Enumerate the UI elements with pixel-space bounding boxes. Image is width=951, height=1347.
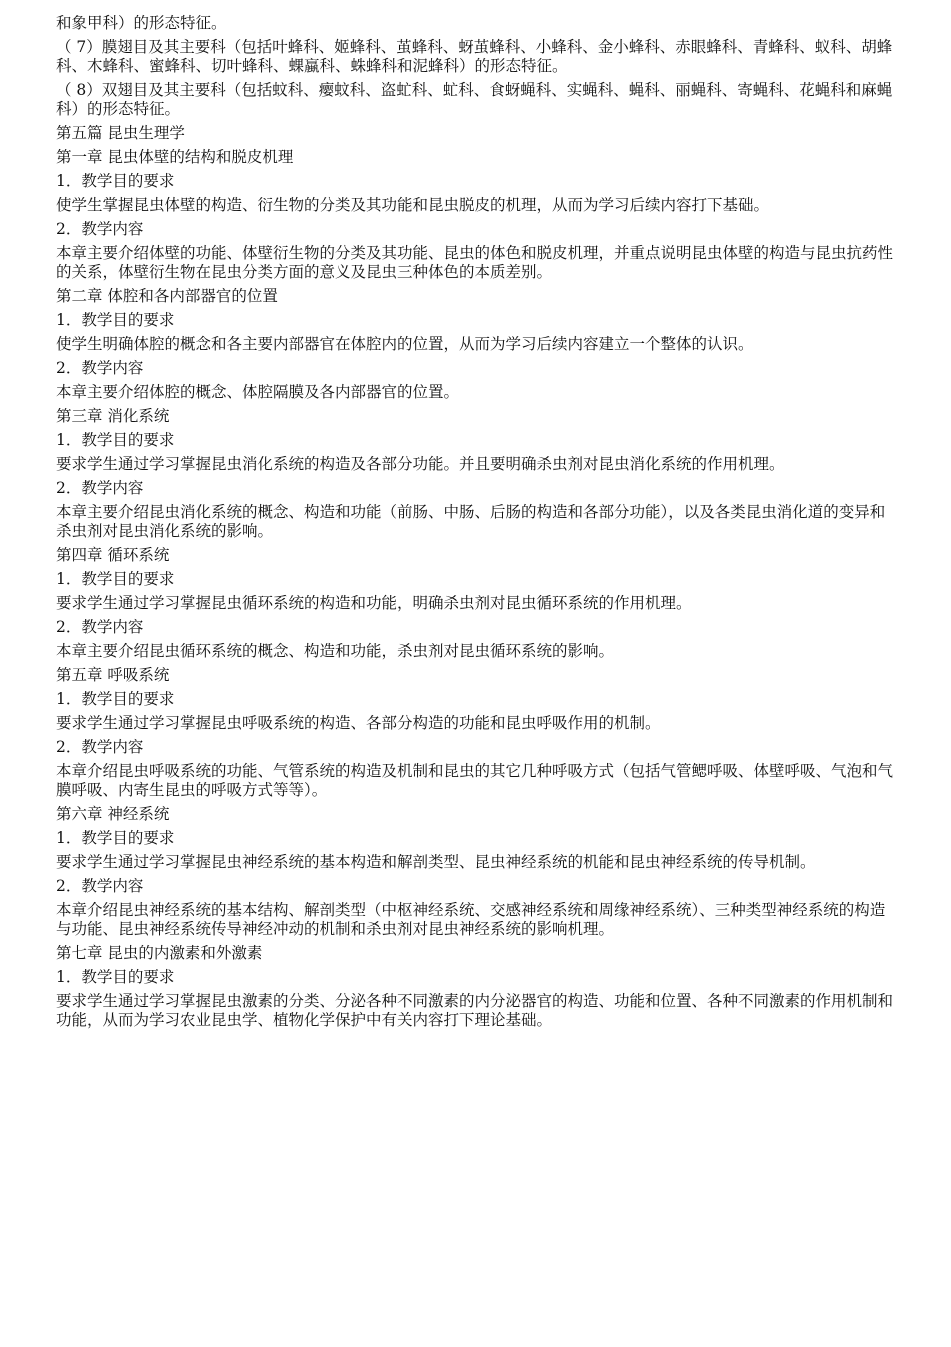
ch5-objective-text: 要求学生通过学习掌握昆虫呼吸系统的构造、各部分构造的功能和昆虫呼吸作用的机制。 (56, 714, 661, 732)
ch3-content-text: 本章主要介绍昆虫消化系统的概念、构造和功能（前肠、中肠、后肠的构造和各部分功能），以及各类昆虫消化道的变异和杀虫剂对昆虫消化系统的影响。 (56, 503, 886, 540)
chapter-1-heading: 第一章 昆虫体壁的结构和脱皮机理 (56, 148, 294, 166)
ch6-content-text: 本章介绍昆虫神经系统的基本结构、解剖类型（中枢神经系统、交感神经系统和周缘神经系统）、三种类型神经系统的构造与功能、昆虫神经系统传导神经冲动的机制和杀虫剂对昆虫神经系统的影响机理。 (56, 901, 886, 938)
paragraph-2: （ 8）双翅目及其主要科（包括蚊科、瘿蚊科、盗虻科、虻科、食蚜蝇科、实蝇科、蝇科、丽蝇科、寄蝇科、花蝇科和麻蝇科）的形态特征。 (56, 81, 893, 118)
chapter-3-heading: 第三章 消化系统 (56, 407, 170, 425)
ch1-content-label: 2．教学内容 (56, 220, 144, 238)
paragraph-1: （ 7）膜翅目及其主要科（包括叶蜂科、姬蜂科、茧蜂科、蚜茧蜂科、小蜂科、金小蜂科、赤眼蜂科、青蜂科、蚁科、胡蜂科、木蜂科、蜜蜂科、切叶蜂科、蜾蠃科、蛛蜂科和泥蜂科）的形态特征。 (56, 38, 893, 75)
ch6-objective-text: 要求学生通过学习掌握昆虫神经系统的基本构造和解剖类型、昆虫神经系统的机能和昆虫神经系统的传导机制。 (56, 853, 816, 871)
ch1-content-text: 本章主要介绍体壁的功能、体壁衍生物的分类及其功能、昆虫的体色和脱皮机理，并重点说明昆虫体壁的构造与昆虫抗药性的关系，体壁衍生物在昆虫分类方面的意义及昆虫三种体色的本质差别。 (56, 244, 894, 281)
chapter-5-heading: 第五章 呼吸系统 (56, 666, 170, 684)
ch5-content-label: 2．教学内容 (56, 738, 144, 756)
ch5-objective-label: 1．教学目的要求 (56, 690, 175, 708)
ch7-objective-label: 1．教学目的要求 (56, 968, 175, 986)
ch3-objective-label: 1．教学目的要求 (56, 431, 175, 449)
ch2-objective-text: 使学生明确体腔的概念和各主要内部器官在体腔内的位置，从而为学习后续内容建立一个整体的认识。 (56, 335, 754, 353)
paragraph-0: 和象甲科）的形态特征。 (56, 14, 227, 32)
ch7-objective-text: 要求学生通过学习掌握昆虫激素的分类、分泌各种不同激素的内分泌器官的构造、功能和位置、各种不同激素的作用机制和功能，从而为学习农业昆虫学、植物化学保护中有关内容打下理论基础。 (56, 992, 894, 1029)
ch2-content-label: 2．教学内容 (56, 359, 144, 377)
ch6-content-label: 2．教学内容 (56, 877, 144, 895)
ch4-objective-text: 要求学生通过学习掌握昆虫循环系统的构造和功能，明确杀虫剂对昆虫循环系统的作用机理。 (56, 594, 692, 612)
ch4-content-label: 2．教学内容 (56, 618, 144, 636)
ch1-objective-label: 1．教学目的要求 (56, 172, 175, 190)
ch2-content-text: 本章主要介绍体腔的概念、体腔隔膜及各内部器官的位置。 (56, 383, 460, 401)
ch5-content-text: 本章介绍昆虫呼吸系统的功能、气管系统的构造及机制和昆虫的其它几种呼吸方式（包括气管鳃呼吸、体壁呼吸、气泡和气膜呼吸、内寄生昆虫的呼吸方式等等）。 (56, 762, 894, 799)
chapter-2-heading: 第二章 体腔和各内部器官的位置 (56, 287, 278, 305)
ch3-content-label: 2．教学内容 (56, 479, 144, 497)
chapter-4-heading: 第四章 循环系统 (56, 546, 170, 564)
ch3-objective-text: 要求学生通过学习掌握昆虫消化系统的构造及各部分功能。并且要明确杀虫剂对昆虫消化系统的作用机理。 (56, 455, 785, 473)
ch6-objective-label: 1．教学目的要求 (56, 829, 175, 847)
ch4-objective-label: 1．教学目的要求 (56, 570, 175, 588)
chapter-7-heading: 第七章 昆虫的内激素和外激素 (56, 944, 263, 962)
ch2-objective-label: 1．教学目的要求 (56, 311, 175, 329)
ch4-content-text: 本章主要介绍昆虫循环系统的概念、构造和功能，杀虫剂对昆虫循环系统的影响。 (56, 642, 615, 660)
document-page (56, 14, 894, 1035)
ch1-objective-text: 使学生掌握昆虫体壁的构造、衍生物的分类及其功能和昆虫脱皮的机理，从而为学习后续内容打下基础。 (56, 196, 770, 214)
part-heading: 第五篇 昆虫生理学 (56, 124, 185, 142)
chapter-6-heading: 第六章 神经系统 (56, 805, 170, 823)
